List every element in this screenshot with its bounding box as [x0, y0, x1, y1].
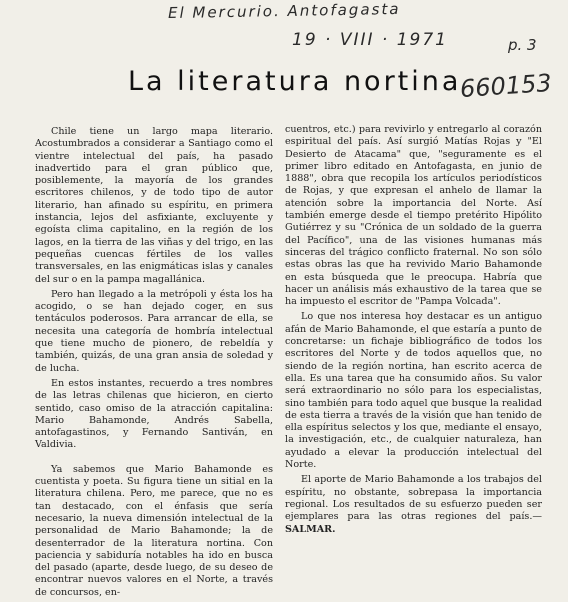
- closing-text: El aporte de Mario Bahamonde a los trabajos del espíritu, no obstante, sobrepasa la importancia regional. Los resultados de su esfuerzo pueden ser ejemplares para las otras regiones del país.—: [285, 474, 542, 523]
- handwritten-page-number: p. 3: [508, 36, 537, 54]
- handwritten-reference-number: 660153: [459, 68, 553, 104]
- paragraph: cuentros, etc.) para revivirlo y entregarlo al corazón espiritual del país. Así surgió Matías Rojas y "El Desierto de Atacama" que, "seguramente es el primer libro editado en Antofagasta, en junio de 1888", obra que recopila los artículos periodísticos de Rojas, y que expresan el anhelo de llamar la atención sobre la importancia del Norte. Así también emerge desde el tiempo pretérito Hipólito Gutiérrez y su "Crónica de un soldado de la guerra del Pacífico", una de las visiones humanas más sinceras del trágico conflicto fraternal. No son sólo estas obras las que ha revivido Mario Bahamonde en esta búsqueda que le preocupa. Habría que hacer un análisis más exhaustivo de la tarea que se ha impuesto el escritor de "Pampa Volcada".: [285, 124, 542, 308]
- paragraph: En estos instantes, recuerdo a tres nombres de las letras chilenas que hicieron, en cierto sentido, caso omiso de la atracción capitalina: Mario Bahamonde, Andrés Sabella, antofagastinos, y Fernando Santiván, en Valdivia.: [35, 377, 273, 451]
- paragraph: Chile tiene un largo mapa literario. Acostumbrados a considerar a Santiago como el vientre intelectual del país, ha pasado inadvertido para el gran público que, posiblemente, la mayoría de los grandes escritores chilenos, y de todo tipo de autor literario, han afinado su espíritu, en primera instancia, lejos del asfixiante, excluyente y egoísta clima capitalino, en la región de los lagos, en la tierra de las viñas y del trigo, en las pequeñas cuencas fértiles de los valles transversales, en las enigmáticas islas y canales del sur o en la pampa magallánica.: [35, 126, 273, 285]
- article-right-column: [285, 124, 542, 539]
- paragraph: Lo que nos interesa hoy destacar es un antiguo afán de Mario Bahamonde, el que estaría a punto de concretarse: un fichaje bibliográfico de todos los escritores del Norte y de todos aquellos que, no siendo de la región nortina, han escrito acerca de ella. Es una tarea que ha consumido años. Su valor será extraordinario no sólo para los especialistas, sino también para todo aquel que busque la realidad de esta tierra a través de la visión que han tenido de ella espíritus selectos y los que, mediante el ensayo, la investigación, etc., de cualquier naturaleza, han ayudado a elevar la producción intelectual del Norte.: [285, 311, 542, 471]
- paragraph: Ya sabemos que Mario Bahamonde es cuentista y poeta. Su figura tiene un sitial en la literatura chilena. Pero, me parece, que no es tan destacado, con el énfasis que sería necesario, la nueva dimensión intelectual de la personalidad de Mario Bahamonde; la de desenterrador de la literatura nortina. Con paciencia y sabiduría notables ha ido en busca del pasado (aparte, desde luego, de su deseo de encontrar nuevos valores en el Norte, a través de concursos, en-: [35, 463, 273, 598]
- handwritten-source-note: El Mercurio. Antofagasta: [167, 0, 401, 23]
- paragraph-closing: [285, 474, 542, 535]
- article-left-column: [35, 126, 273, 602]
- handwritten-date: 19 · VIII · 1971: [292, 30, 448, 50]
- article-title: La literatura nortina: [128, 66, 462, 97]
- author-signature: SALMAR.: [285, 523, 336, 535]
- paragraph: Pero han llegado a la metrópoli y ésta los ha acogido, o se han dejado coger, en sus tentáculos poderosos. Para arrancar de ella, se necesita una categoría de hombría intelectual que tiene mucho de pionero, de rebeldía y también, quizás, de una gran ansia de soledad y de lucha.: [35, 288, 273, 374]
